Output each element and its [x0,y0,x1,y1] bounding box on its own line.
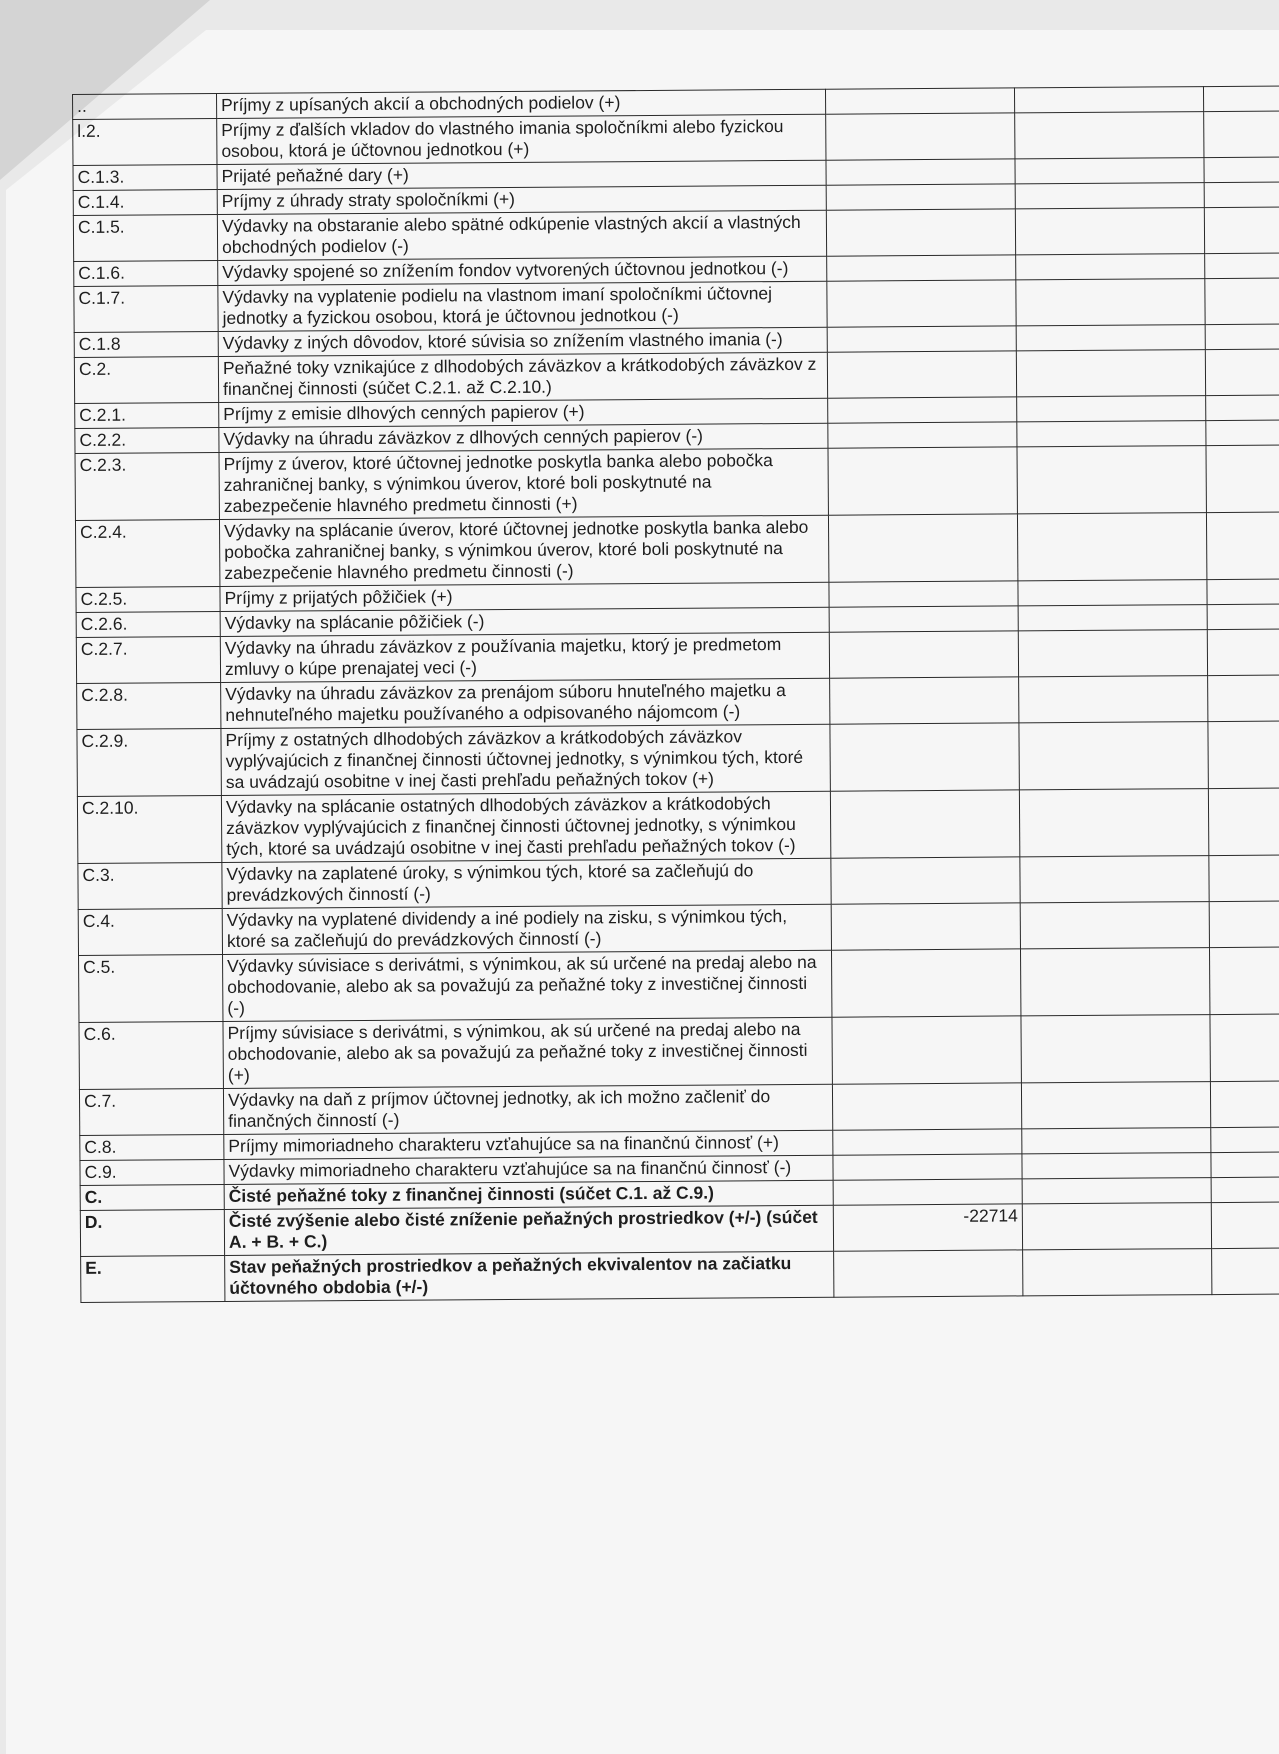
row-description: Stav peňažných prostriedkov a peňažných ekvivalentov na začiatku účtovného obdobia (+/-) [225,1251,834,1301]
row-value-current [831,949,1020,1017]
row-value-column-3 [1208,674,1279,721]
table-row [78,900,1279,955]
row-value-current [826,209,1015,256]
row-code: C.1.6. [74,260,218,286]
row-value-current [829,631,1018,678]
row-value-column-2 [1017,513,1206,581]
row-code: C.2. [74,356,218,403]
row-code: D. [80,1209,224,1256]
row-value-column-3 [1205,252,1279,278]
row-description: Výdavky spojené so znížením fondov vytvorených účtovnou jednotkou (-) [218,256,827,285]
row-value-current [831,903,1020,950]
row-code: .. [73,93,217,119]
row-value-current [830,677,1019,724]
table-row [76,628,1279,683]
row-description: Výdavky na úhradu záväzkov za prenájom súboru hnuteľného majetku a nehnuteľného majetku používaného a odpisovaného nájomcom (-) [221,678,830,728]
table-row [73,110,1279,165]
row-value-current [832,1083,1021,1130]
row-value-column-2 [1022,1153,1211,1179]
row-value-column-3 [1207,578,1279,604]
row-value-column-3 [1206,394,1279,420]
row-value-column-2 [1015,112,1204,159]
row-value-current [829,606,1018,632]
row-description: Príjmy z emisie dlhových cenných papierov (+) [219,398,828,427]
row-value-column-2 [1014,87,1203,113]
row-code: C.2.8. [77,682,221,729]
row-value-current [826,113,1015,160]
row-code: C.1.5. [73,214,217,261]
row-value-current [828,447,1017,515]
row-value-current [828,397,1017,423]
row-value-column-2 [1016,325,1205,351]
row-description: Príjmy z upísaných akcií a obchodných podielov (+) [216,89,825,118]
row-value-column-3 [1206,444,1279,512]
row-value-column-3 [1205,348,1279,395]
table-row [75,511,1279,587]
table-row [74,277,1279,332]
row-value-column-2 [1017,446,1206,514]
table-row [79,1013,1279,1089]
row-value-current [833,1179,1022,1205]
row-description: Peňažné toky vznikajúce z dlhodobých záväzkov a krátkodobých záväzkov z finančnej činnosti (súčet C.2.1. až C.2.10.) [218,352,827,402]
row-value-column-2 [1022,1203,1211,1250]
row-description: Výdavky na vyplatenie podielu na vlastnom imaní spoločníkmi účtovnej jednotky a fyzickou osobou, ktorá je účtovnou jednotkou (-) [218,281,827,331]
row-description: Výdavky na úhradu záväzkov z používania majetku, ktorý je predmetom zmluvy o kúpe prenajatej veci (-) [220,632,829,682]
row-value-current [827,255,1016,281]
row-value-column-3 [1204,156,1279,182]
row-code: C.2.9. [77,728,221,796]
row-value-column-3 [1207,603,1279,629]
row-code: C.1.8 [74,331,218,357]
row-code: C.9. [80,1159,224,1185]
row-value-column-2 [1020,902,1209,949]
row-description: Čisté peňažné toky z finančnej činnosti (súčet C.1. až C.9.) [224,1180,833,1209]
row-value-column-3 [1206,511,1279,579]
table-row [77,674,1279,729]
row-description: Výdavky na vyplatené dividendy a iné podiely na zisku, s výnimkou tých, ktoré sa začleňujú do prevádzkových činností (-) [222,904,831,954]
row-description: Príjmy z ďalších vkladov do vlastného imania spoločníkmi alebo fyzickou osobou, ktorá je účtovnou jednotkou (+) [217,114,826,164]
row-description: Príjmy mimoriadneho charakteru vzťahujúce sa na finančnú činnosť (+) [224,1130,833,1159]
row-value-current: -22714 [833,1204,1022,1251]
row-code: C.1.3. [73,164,217,190]
row-value-current [827,326,1016,352]
row-description: Výdavky súvisiace s derivátmi, s výnimkou, ak sú určené na predaj alebo na obchodovanie, alebo ak sa považujú za peňažné toky z investičnej činnosti (-) [223,950,832,1021]
row-value-column-2 [1018,630,1207,677]
table-row [75,444,1279,520]
row-description: Príjmy z prijatých pôžičiek (+) [220,582,829,611]
row-code: C.2.10. [77,795,221,863]
row-value-column-2 [1016,279,1205,326]
row-value-column-2 [1015,158,1204,184]
row-value-column-2 [1019,676,1208,723]
row-value-column-3 [1211,1126,1279,1152]
table-row [73,206,1279,261]
row-value-column-3 [1208,720,1279,788]
row-value-column-2 [1017,421,1206,447]
row-value-column-3 [1204,110,1279,157]
row-code: C.2.7. [76,636,220,683]
row-code: C.6. [79,1021,223,1089]
row-value-column-2 [1023,1249,1212,1296]
row-value-current [830,790,1019,858]
row-code: C.2.4. [75,519,219,587]
row-value-column-2 [1019,722,1208,790]
row-value-current [828,422,1017,448]
row-value-column-2 [1016,350,1205,397]
row-value-column-2 [1022,1128,1211,1154]
row-value-current [833,1129,1022,1155]
row-value-column-3 [1203,85,1279,111]
cash-flow-table-body [73,85,1279,1302]
row-value-column-3 [1211,1151,1279,1177]
row-description: Prijaté peňažné dary (+) [217,160,826,189]
row-value-column-3 [1205,323,1279,349]
table-row [78,854,1279,909]
row-code: C.2.1. [75,402,219,428]
table-row [80,1201,1279,1256]
row-code: C. [80,1184,224,1210]
row-value-column-2 [1018,605,1207,631]
row-value-column-3 [1204,181,1279,207]
row-value-column-2 [1022,1178,1211,1204]
row-value-column-3 [1209,946,1279,1014]
row-code: E. [81,1255,225,1302]
row-code: C.3. [78,862,222,909]
row-value-column-3 [1204,206,1279,253]
row-code: C.8. [80,1134,224,1160]
row-value-current [833,1154,1022,1180]
row-value-current [830,723,1019,791]
row-code: l.2. [73,118,217,165]
row-description: Výdavky na splácanie pôžičiek (-) [220,607,829,636]
row-value-current [831,857,1020,904]
row-value-column-3 [1206,419,1279,445]
row-code: C.2.3. [75,452,219,520]
row-code: C.2.2. [75,427,219,453]
row-value-column-2 [1016,254,1205,280]
table-row [74,348,1279,403]
row-value-column-2 [1021,1015,1210,1083]
row-value-column-2 [1021,1082,1210,1129]
row-code: C.5. [79,954,223,1022]
row-value-column-3 [1209,854,1279,901]
table-row [81,1247,1279,1302]
row-value-column-3 [1208,787,1279,855]
row-value-column-3 [1210,1013,1279,1081]
row-value-current [826,184,1015,210]
row-value-current [825,88,1014,114]
row-value-column-3 [1209,900,1279,947]
row-description: Výdavky na splácanie ostatných dlhodobých záväzkov a krátkodobých záväzkov vyplývajúcich z finančnej činnosti účtovnej jednotky, s výnimkou tých, ktoré sa uvádzajú osobitne v inej časti prehľadu peňažných tokov (-) [221,791,830,862]
row-value-current [832,1016,1021,1084]
row-value-column-2 [1017,396,1206,422]
row-value-column-3 [1211,1176,1279,1202]
table-row [77,787,1279,863]
row-code: C.1.7. [74,285,218,332]
row-value-current [827,280,1016,327]
row-description: Výdavky na úhradu záväzkov z dlhových cenných papierov (-) [219,423,828,452]
row-code: C.7. [79,1088,223,1135]
row-description: Výdavky z iných dôvodov, ktoré súvisia so znížením vlastného imania (-) [218,327,827,356]
row-value-column-2 [1015,183,1204,209]
row-value-column-2 [1018,580,1207,606]
row-description: Výdavky na obstaranie alebo spätné odkúpenie vlastných akcií a vlastných obchodných podielov (-) [217,210,826,260]
row-value-current [828,514,1017,582]
row-description: Príjmy z úhrady straty spoločníkmi (+) [217,185,826,214]
row-value-current [826,159,1015,185]
table-row [77,720,1279,796]
row-value-column-3 [1210,1080,1279,1127]
row-code: C.1.4. [73,189,217,215]
row-description: Čisté zvýšenie alebo čisté zníženie peňažných prostriedkov (+/-) (súčet A. + B. + C.) [224,1205,833,1255]
row-description: Výdavky na zaplatené úroky, s výnimkou tých, ktoré sa začleňujú do prevádzkových činností (-) [222,858,831,908]
row-description: Príjmy súvisiace s derivátmi, s výnimkou, ak sú určené na predaj alebo na obchodovanie, alebo ak sa považujú za peňažné toky z investičnej činnosti (+) [223,1017,832,1088]
row-value-column-2 [1020,948,1209,1016]
row-code: C.2.5. [76,586,220,612]
row-value-column-3 [1205,277,1279,324]
row-code: C.2.6. [76,611,220,637]
row-value-column-2 [1020,856,1209,903]
row-value-current [834,1250,1023,1297]
row-value-column-3 [1212,1247,1279,1294]
row-value-column-3 [1211,1201,1279,1248]
row-description: Výdavky na splácanie úverov, ktoré účtovnej jednotke poskytla banka alebo pobočka zahraničnej banky, s výnimkou úverov, ktoré boli poskytnuté na zabezpečenie hlavného predmetu činnosti (-) [219,515,828,586]
row-description: Príjmy z ostatných dlhodobých záväzkov a krátkodobých záväzkov vyplývajúcich z finančnej činnosti účtovnej jednotky, s výnimkou tých, ktoré sa uvádzajú osobitne v inej časti prehľadu peňažných tokov (+) [221,724,830,795]
table-row [79,946,1279,1022]
row-value-current [827,351,1016,398]
row-value-column-3 [1207,628,1279,675]
cash-flow-table [72,85,1279,1303]
row-description: Výdavky na daň z príjmov účtovnej jednotky, ak ich možno začleniť do finančných činností (-) [223,1084,832,1134]
row-value-current [829,581,1018,607]
row-value-column-2 [1019,789,1208,857]
row-value-column-2 [1015,208,1204,255]
row-description: Výdavky mimoriadneho charakteru vzťahujúce sa na finančnú činnosť (-) [224,1155,833,1184]
row-description: Príjmy z úverov, ktoré účtovnej jednotke poskytla banka alebo pobočka zahraničnej banky, s výnimkou úverov, ktoré boli poskytnuté na zabezpečenie hlavného predmetu činnosti (+) [219,448,828,519]
table-row [79,1080,1279,1135]
row-code: C.4. [78,908,222,955]
